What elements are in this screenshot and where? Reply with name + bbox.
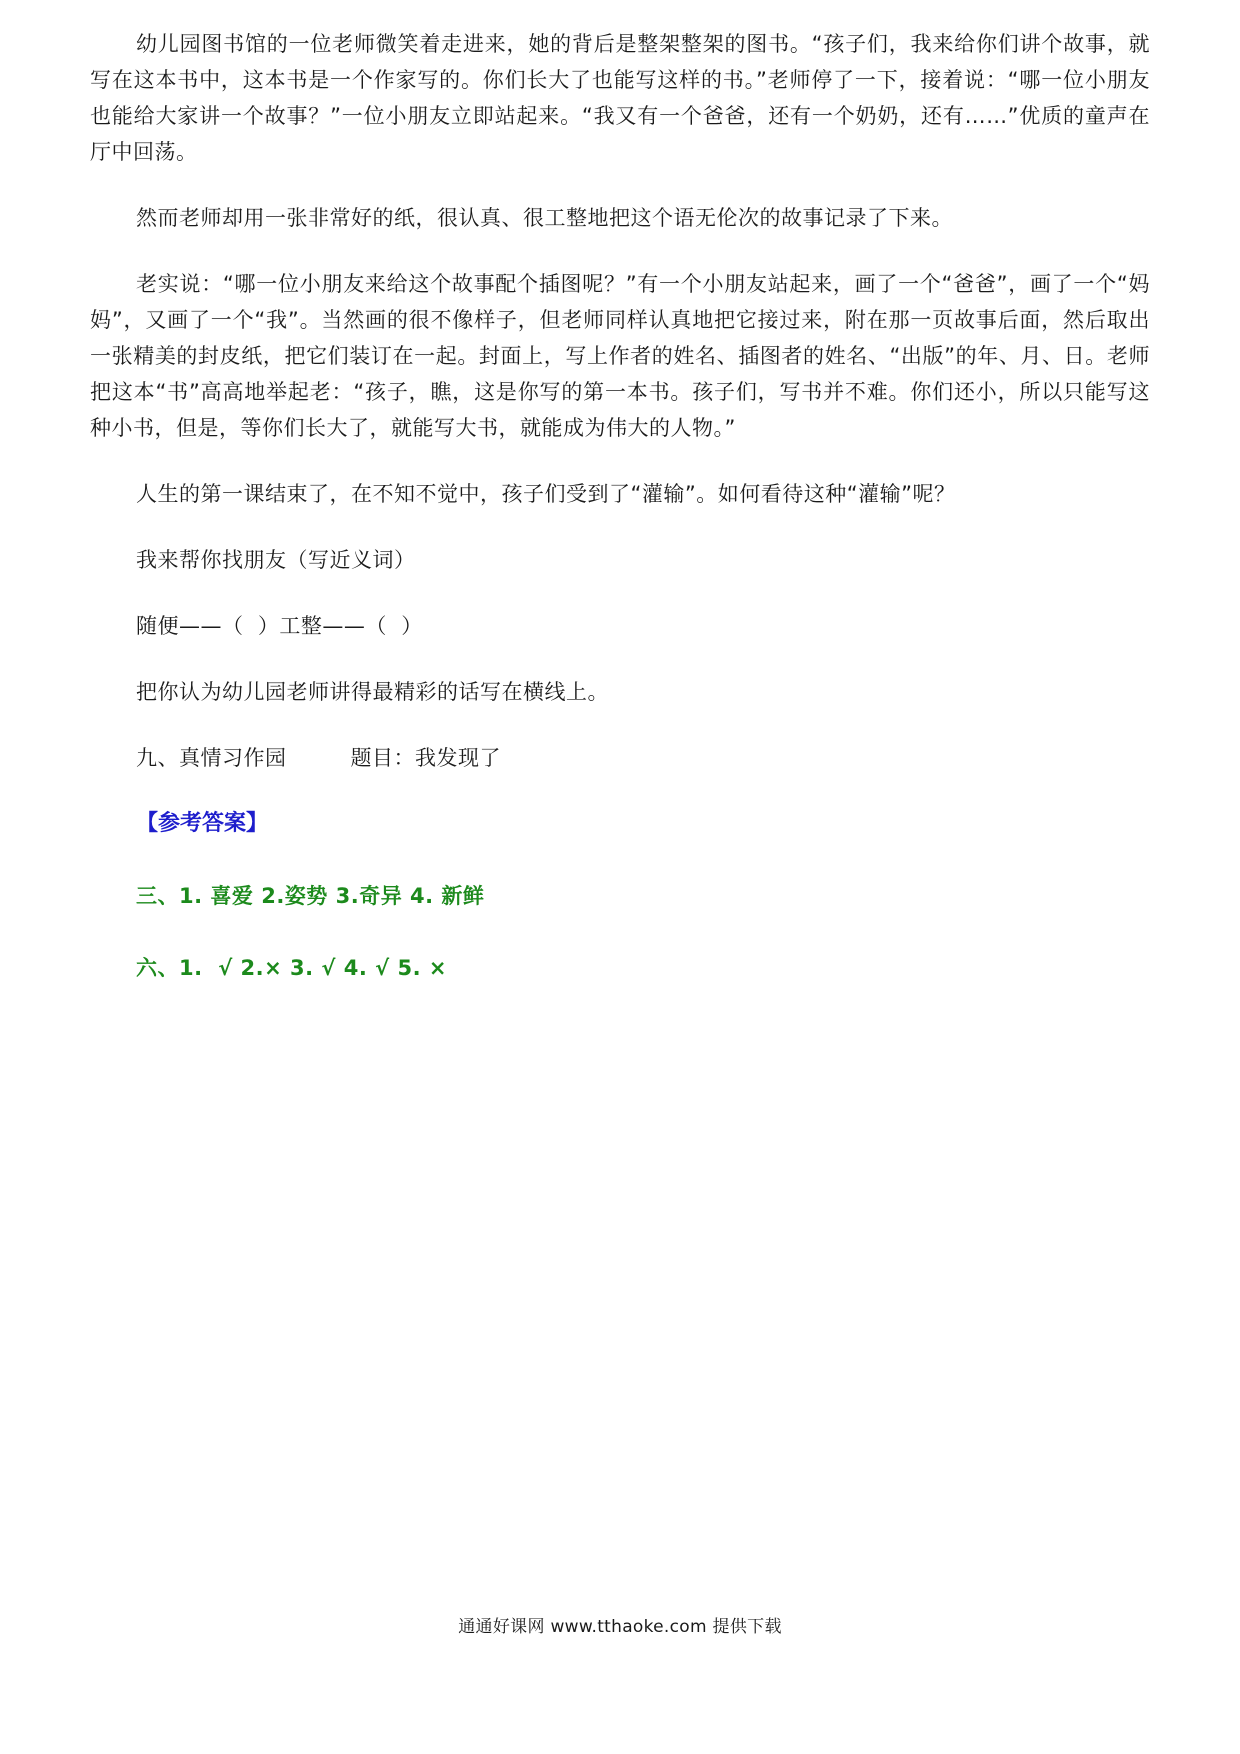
question-synonyms-blanks: 随便——（ ）工整——（ ） — [136, 614, 423, 638]
paragraph-first-lesson: 人生的第一课结束了，在不知不觉中，孩子们受到了“灌输”。如何看待这种“灌输”呢？ — [136, 482, 956, 506]
page-footer: 通通好课网 www.tthaoke.com 提供下载 — [458, 1617, 782, 1637]
composition-label: 九、真情习作园 — [136, 746, 287, 770]
answer-key-title: 【参考答案】 — [136, 811, 269, 836]
answer-line-section-6: 六、1. √ 2.× 3. √ 4. √ 5. × — [136, 956, 447, 980]
question-best-quote: 把你认为幼儿园老师讲得最精彩的话写在横线上。 — [136, 680, 609, 704]
paragraph-illustration: 老实说：“哪一位小朋友来给这个故事配个插图呢？”有一个小朋友站起来，画了一个“爸爸”，画了一个“妈妈”，又画了一个“我”。当然画的很不像样子，但老师同样认真地把它接过来，附在那一页故事后面，然后取出一张精美的封皮纸，把它们装订在一起。封面上，写上作者的姓名、插图者的姓名、“出版”的年、月、日。老师把这本“书”高高地举起老：“孩子，瞧，这是你写的第一本书。孩子们，写书并不难。你们还小，所以只能写这种小书，但是，等你们长大了，就能写大书，就能成为伟大的人物。” — [90, 272, 1150, 440]
document-page — [90, 26, 1150, 1022]
question-composition — [90, 740, 1150, 776]
question-synonyms-heading: 我来帮你找朋友（写近义词） — [136, 548, 416, 572]
composition-topic: 题目：我发现了 — [350, 746, 501, 770]
paragraph-teacher-records: 然而老师却用一张非常好的纸，很认真、很工整地把这个语无伦次的故事记录了下来。 — [136, 206, 953, 230]
answer-line-section-3: 三、1. 喜爱 2.姿势 3.奇异 4. 新鲜 — [136, 884, 485, 908]
paragraph-library-story: 幼儿园图书馆的一位老师微笑着走进来，她的背后是整架整架的图书。“孩子们，我来给你们讲个故事，就写在这本书中，这本书是一个作家写的。你们长大了也能写这样的书。”老师停了一下，接着说：“哪一位小朋友也能给大家讲一个故事？”一位小朋友立即站起来。“我又有一个爸爸，还有一个奶奶，还有……”优质的童声在厅中回荡。 — [90, 32, 1150, 164]
